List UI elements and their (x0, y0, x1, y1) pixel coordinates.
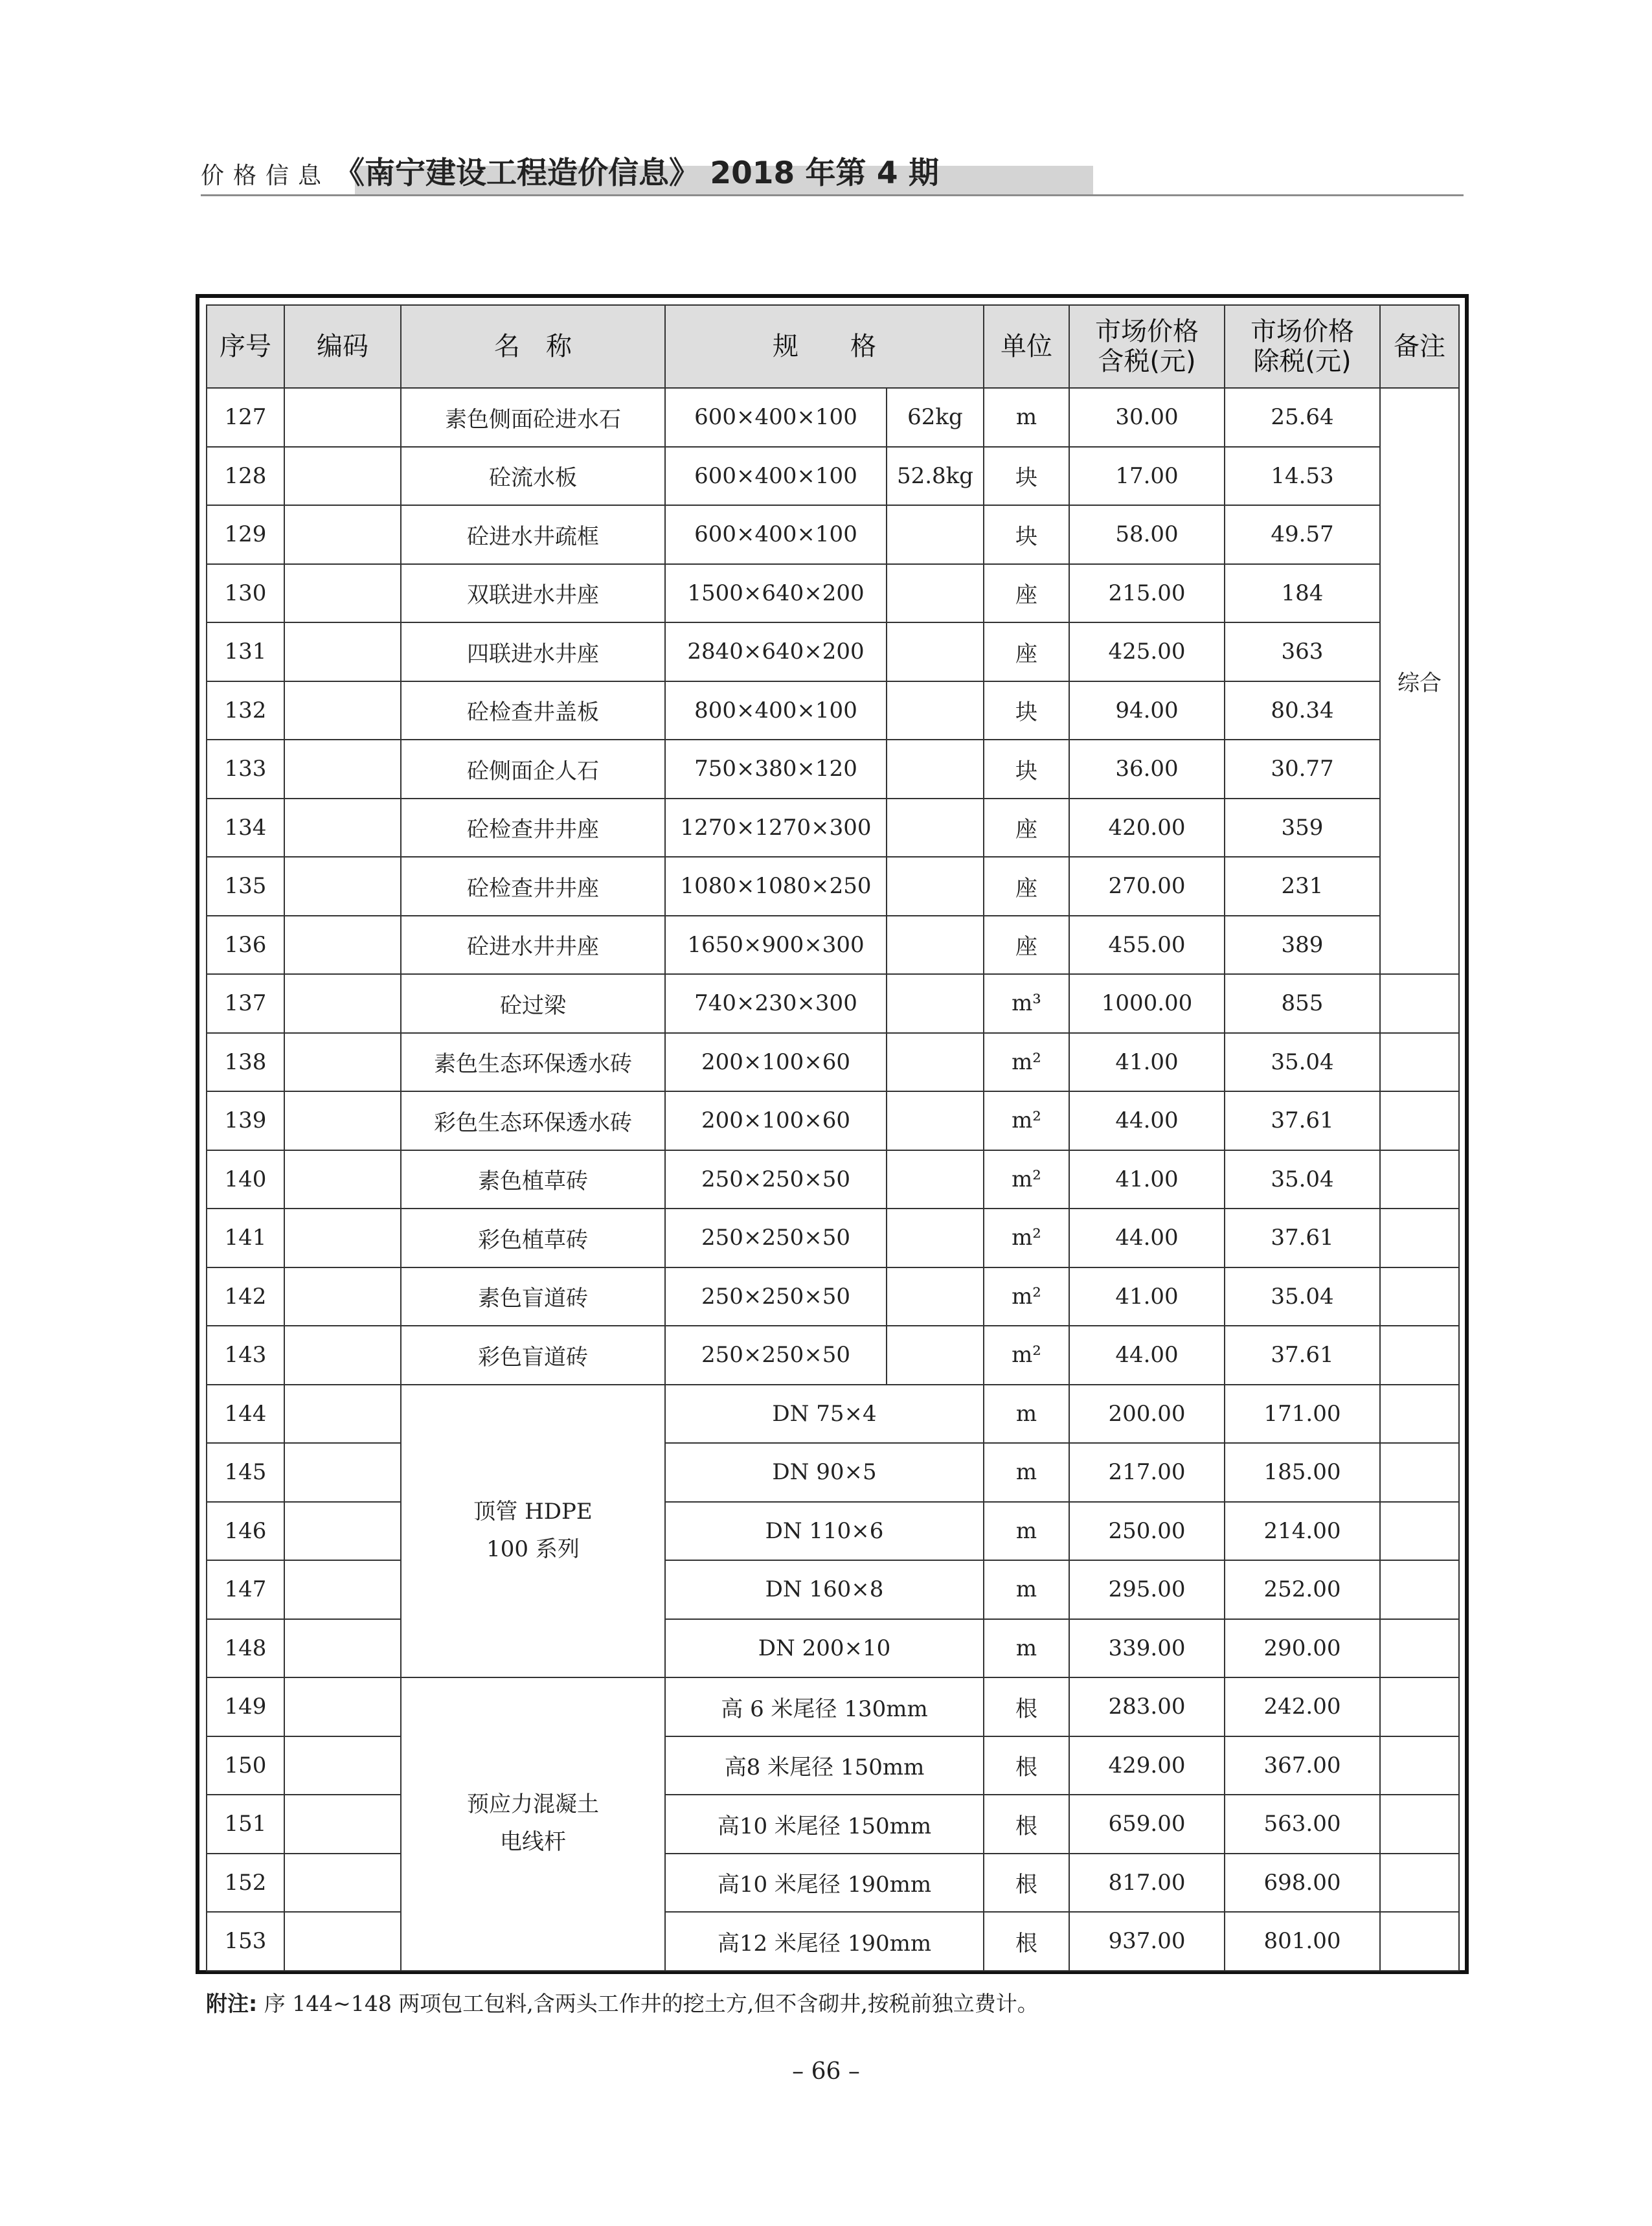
cell-unit: 根 (984, 1795, 1069, 1854)
cell-unit: 座 (984, 799, 1069, 857)
footnote-label: 附注: (206, 1991, 258, 2016)
cell-spec: 200×100×60 (665, 1033, 887, 1092)
cell-unit: m² (984, 1209, 1069, 1267)
table-row (207, 681, 1459, 740)
cell-price-tax: 200.00 (1069, 1385, 1225, 1444)
cell-price-tax: 44.00 (1069, 1209, 1225, 1267)
cell-code (284, 622, 401, 681)
cell-price-notax: 171.00 (1225, 1385, 1380, 1444)
cell-seq: 139 (207, 1091, 284, 1150)
cell-seq: 151 (207, 1795, 284, 1854)
cell-unit: m (984, 1502, 1069, 1561)
cell-spec: 740×230×300 (665, 974, 887, 1033)
col-header-unit: 单位 (984, 305, 1069, 388)
cell-remark (1380, 1795, 1459, 1854)
cell-code (284, 681, 401, 740)
cell-spec: 800×400×100 (665, 681, 887, 740)
cell-seq: 142 (207, 1267, 284, 1326)
col-header-price-notax (1225, 305, 1380, 388)
cell-remark (1380, 1619, 1459, 1678)
col-header-remark: 备注 (1380, 305, 1459, 388)
cell-name-merged-hdpe-line1: 顶管 HDPE (473, 1498, 593, 1525)
table-row (207, 505, 1459, 564)
cell-spec: 高 6 米尾径 130mm (665, 1677, 984, 1736)
cell-code (284, 1209, 401, 1267)
cell-seq: 143 (207, 1326, 284, 1385)
cell-name-merged-hdpe (401, 1385, 665, 1678)
cell-price-notax: 855 (1225, 974, 1380, 1033)
cell-spec-extra (887, 740, 984, 799)
cell-price-tax: 455.00 (1069, 916, 1225, 975)
cell-price-notax: 359 (1225, 799, 1380, 857)
cell-seq: 134 (207, 799, 284, 857)
cell-price-tax: 659.00 (1069, 1795, 1225, 1854)
header-text (201, 149, 939, 196)
cell-remark (1380, 1502, 1459, 1561)
cell-price-tax: 339.00 (1069, 1619, 1225, 1678)
cell-price-notax: 231 (1225, 857, 1380, 916)
cell-spec-extra (887, 1267, 984, 1326)
cell-spec: 600×400×100 (665, 447, 887, 506)
cell-seq: 136 (207, 916, 284, 975)
cell-spec: 1270×1270×300 (665, 799, 887, 857)
cell-name: 素色盲道砖 (401, 1267, 665, 1326)
cell-spec: 250×250×50 (665, 1209, 887, 1267)
cell-price-tax: 420.00 (1069, 799, 1225, 857)
table-row (207, 1502, 1459, 1561)
cell-spec-extra (887, 857, 984, 916)
table-row (207, 1267, 1459, 1326)
cell-spec-extra (887, 1209, 984, 1267)
cell-spec-extra: 52.8kg (887, 447, 984, 506)
table-row (207, 1736, 1459, 1795)
cell-price-notax: 698.00 (1225, 1854, 1380, 1913)
cell-unit: 座 (984, 622, 1069, 681)
cell-price-notax: 37.61 (1225, 1091, 1380, 1150)
cell-remark (1380, 1209, 1459, 1267)
table-header-row (207, 305, 1459, 388)
cell-price-notax: 80.34 (1225, 681, 1380, 740)
cell-spec-extra: 62kg (887, 388, 984, 447)
cell-spec-extra (887, 799, 984, 857)
cell-price-tax: 937.00 (1069, 1912, 1225, 1971)
cell-code (284, 1619, 401, 1678)
cell-code (284, 1150, 401, 1209)
col-header-seq: 序号 (207, 305, 284, 388)
col-header-code: 编码 (284, 305, 401, 388)
header-section-label: 价格信息 (201, 163, 331, 189)
cell-seq: 149 (207, 1677, 284, 1736)
table-row (207, 799, 1459, 857)
cell-spec: DN 200×10 (665, 1619, 984, 1678)
cell-price-tax: 425.00 (1069, 622, 1225, 681)
cell-code (284, 1091, 401, 1150)
table-row (207, 388, 1459, 447)
table-row (207, 1795, 1459, 1854)
cell-seq: 132 (207, 681, 284, 740)
cell-code (284, 1912, 401, 1971)
cell-name-merged-hdpe-line2: 100 系列 (486, 1536, 580, 1562)
cell-price-notax: 801.00 (1225, 1912, 1380, 1971)
cell-spec: 2840×640×200 (665, 622, 887, 681)
cell-unit: 块 (984, 505, 1069, 564)
cell-name: 双联进水井座 (401, 564, 665, 623)
cell-unit: m² (984, 1267, 1069, 1326)
cell-remark-merged: 综合 (1380, 388, 1459, 974)
cell-price-tax: 41.00 (1069, 1150, 1225, 1209)
cell-price-tax: 1000.00 (1069, 974, 1225, 1033)
cell-seq: 135 (207, 857, 284, 916)
cell-remark (1380, 1267, 1459, 1326)
cell-remark (1380, 1150, 1459, 1209)
table-row (207, 916, 1459, 975)
cell-name: 砼过梁 (401, 974, 665, 1033)
cell-name: 素色侧面砼进水石 (401, 388, 665, 447)
cell-remark (1380, 1443, 1459, 1502)
cell-unit: m (984, 1443, 1069, 1502)
cell-price-tax: 217.00 (1069, 1443, 1225, 1502)
cell-spec-extra (887, 564, 984, 623)
cell-seq: 137 (207, 974, 284, 1033)
cell-seq: 129 (207, 505, 284, 564)
cell-price-notax: 35.04 (1225, 1150, 1380, 1209)
cell-remark (1380, 1385, 1459, 1444)
cell-code (284, 1795, 401, 1854)
cell-spec: 高8 米尾径 150mm (665, 1736, 984, 1795)
cell-name: 彩色植草砖 (401, 1209, 665, 1267)
table-row (207, 447, 1459, 506)
cell-code (284, 564, 401, 623)
cell-name-merged-pole-line2: 电线杆 (500, 1829, 566, 1856)
cell-code (284, 799, 401, 857)
cell-spec-extra (887, 1033, 984, 1092)
cell-name: 素色生态环保透水砖 (401, 1033, 665, 1092)
cell-spec: 高10 米尾径 190mm (665, 1854, 984, 1913)
cell-name: 砼检查井井座 (401, 799, 665, 857)
cell-spec: DN 90×5 (665, 1443, 984, 1502)
table-body (207, 388, 1459, 1971)
cell-name: 砼进水井井座 (401, 916, 665, 975)
cell-price-tax: 41.00 (1069, 1267, 1225, 1326)
cell-code (284, 388, 401, 447)
table-row (207, 974, 1459, 1033)
cell-price-notax: 214.00 (1225, 1502, 1380, 1561)
cell-price-tax: 250.00 (1069, 1502, 1225, 1561)
cell-unit: 块 (984, 447, 1069, 506)
cell-remark (1380, 1326, 1459, 1385)
table-row (207, 1033, 1459, 1092)
cell-seq: 153 (207, 1912, 284, 1971)
cell-price-notax: 30.77 (1225, 740, 1380, 799)
cell-code (284, 1502, 401, 1561)
cell-code (284, 1677, 401, 1736)
cell-spec-extra (887, 916, 984, 975)
cell-code (284, 916, 401, 975)
cell-spec: 600×400×100 (665, 505, 887, 564)
cell-spec-extra (887, 974, 984, 1033)
cell-spec-extra (887, 1326, 984, 1385)
table-row (207, 1912, 1459, 1971)
cell-price-notax: 563.00 (1225, 1795, 1380, 1854)
cell-price-notax: 35.04 (1225, 1267, 1380, 1326)
cell-spec: 250×250×50 (665, 1267, 887, 1326)
col-header-price-tax-line2: 含税(元) (1098, 346, 1196, 376)
cell-spec-extra (887, 622, 984, 681)
cell-remark (1380, 974, 1459, 1033)
table-row (207, 1677, 1459, 1736)
cell-seq: 148 (207, 1619, 284, 1678)
cell-unit: 根 (984, 1854, 1069, 1913)
cell-price-tax: 17.00 (1069, 447, 1225, 506)
col-header-name: 名 称 (401, 305, 665, 388)
cell-spec-extra (887, 681, 984, 740)
cell-name: 砼流水板 (401, 447, 665, 506)
table-row (207, 740, 1459, 799)
cell-seq: 131 (207, 622, 284, 681)
cell-spec-extra (887, 1150, 984, 1209)
cell-price-tax: 30.00 (1069, 388, 1225, 447)
cell-unit: m (984, 1385, 1069, 1444)
cell-code (284, 1560, 401, 1619)
price-table (206, 304, 1460, 1971)
cell-name: 砼侧面企人石 (401, 740, 665, 799)
cell-unit: 根 (984, 1677, 1069, 1736)
cell-unit: 座 (984, 564, 1069, 623)
footnote-text: 序 144~148 两项包工包料,含两头工作井的挖土方,但不含砌井,按税前独立费计。 (264, 1991, 1039, 2016)
cell-seq: 141 (207, 1209, 284, 1267)
col-header-spec: 规 格 (665, 305, 984, 388)
cell-unit: 块 (984, 740, 1069, 799)
cell-seq: 152 (207, 1854, 284, 1913)
cell-price-tax: 295.00 (1069, 1560, 1225, 1619)
cell-seq: 128 (207, 447, 284, 506)
table-row (207, 1326, 1459, 1385)
cell-seq: 145 (207, 1443, 284, 1502)
cell-spec: DN 110×6 (665, 1502, 984, 1561)
cell-spec: 1080×1080×250 (665, 857, 887, 916)
cell-name-merged-pole (401, 1677, 665, 1971)
footnote (206, 1987, 1039, 2017)
cell-remark (1380, 1091, 1459, 1150)
cell-spec: 高10 米尾径 150mm (665, 1795, 984, 1854)
cell-price-tax: 44.00 (1069, 1326, 1225, 1385)
cell-price-notax: 252.00 (1225, 1560, 1380, 1619)
cell-unit: m² (984, 1150, 1069, 1209)
cell-price-tax: 429.00 (1069, 1736, 1225, 1795)
cell-price-tax: 270.00 (1069, 857, 1225, 916)
cell-unit: m (984, 1560, 1069, 1619)
cell-code (284, 974, 401, 1033)
cell-spec: 1650×900×300 (665, 916, 887, 975)
cell-code (284, 505, 401, 564)
table-row (207, 1854, 1459, 1913)
cell-price-notax: 363 (1225, 622, 1380, 681)
cell-unit: 座 (984, 916, 1069, 975)
cell-seq: 140 (207, 1150, 284, 1209)
cell-unit: m (984, 388, 1069, 447)
cell-price-tax: 817.00 (1069, 1854, 1225, 1913)
table-row (207, 857, 1459, 916)
cell-spec: 250×250×50 (665, 1326, 887, 1385)
cell-code (284, 1267, 401, 1326)
cell-seq: 130 (207, 564, 284, 623)
cell-name: 彩色盲道砖 (401, 1326, 665, 1385)
cell-price-notax: 37.61 (1225, 1326, 1380, 1385)
cell-code (284, 1033, 401, 1092)
cell-remark (1380, 1677, 1459, 1736)
table-row (207, 622, 1459, 681)
cell-price-notax: 49.57 (1225, 505, 1380, 564)
cell-spec: 高12 米尾径 190mm (665, 1912, 984, 1971)
table-row (207, 1091, 1459, 1150)
cell-price-tax: 41.00 (1069, 1033, 1225, 1092)
cell-spec: 250×250×50 (665, 1150, 887, 1209)
cell-unit: 块 (984, 681, 1069, 740)
cell-remark (1380, 1033, 1459, 1092)
page-header (201, 148, 1464, 194)
cell-name: 彩色生态环保透水砖 (401, 1091, 665, 1150)
cell-code (284, 857, 401, 916)
cell-remark (1380, 1560, 1459, 1619)
cell-unit: m³ (984, 974, 1069, 1033)
header-rule (201, 194, 1464, 196)
table-row (207, 1150, 1459, 1209)
cell-spec: 1500×640×200 (665, 564, 887, 623)
cell-unit: 根 (984, 1912, 1069, 1971)
cell-unit: m² (984, 1091, 1069, 1150)
cell-price-tax: 283.00 (1069, 1677, 1225, 1736)
cell-price-notax: 37.61 (1225, 1209, 1380, 1267)
cell-spec: DN 75×4 (665, 1385, 984, 1444)
cell-unit: m² (984, 1326, 1069, 1385)
cell-price-tax: 58.00 (1069, 505, 1225, 564)
cell-code (284, 1736, 401, 1795)
cell-remark (1380, 1854, 1459, 1913)
cell-price-notax: 389 (1225, 916, 1380, 975)
cell-name: 砼检查井井座 (401, 857, 665, 916)
cell-spec-extra (887, 505, 984, 564)
cell-price-tax: 215.00 (1069, 564, 1225, 623)
table-row (207, 1209, 1459, 1267)
cell-remark (1380, 1736, 1459, 1795)
cell-seq: 138 (207, 1033, 284, 1092)
cell-code (284, 740, 401, 799)
cell-seq: 144 (207, 1385, 284, 1444)
cell-code (284, 1443, 401, 1502)
cell-price-tax: 44.00 (1069, 1091, 1225, 1150)
cell-name: 砼进水井疏框 (401, 505, 665, 564)
cell-price-notax: 290.00 (1225, 1619, 1380, 1678)
cell-price-notax: 14.53 (1225, 447, 1380, 506)
page-number: – 66 – (792, 2058, 860, 2085)
cell-spec-extra (887, 1091, 984, 1150)
cell-seq: 146 (207, 1502, 284, 1561)
col-header-price-tax (1069, 305, 1225, 388)
cell-unit: m² (984, 1033, 1069, 1092)
cell-price-tax: 94.00 (1069, 681, 1225, 740)
cell-price-notax: 242.00 (1225, 1677, 1380, 1736)
cell-seq: 133 (207, 740, 284, 799)
col-header-price-notax-line2: 除税(元) (1253, 346, 1352, 376)
cell-unit: 座 (984, 857, 1069, 916)
col-header-price-tax-line1: 市场价格 (1095, 317, 1199, 346)
cell-unit: 根 (984, 1736, 1069, 1795)
cell-spec: 750×380×120 (665, 740, 887, 799)
cell-name: 四联进水井座 (401, 622, 665, 681)
cell-price-notax: 367.00 (1225, 1736, 1380, 1795)
cell-price-notax: 35.04 (1225, 1033, 1380, 1092)
cell-price-tax: 36.00 (1069, 740, 1225, 799)
cell-price-notax: 185.00 (1225, 1443, 1380, 1502)
cell-code (284, 1326, 401, 1385)
cell-spec: 600×400×100 (665, 388, 887, 447)
cell-seq: 127 (207, 388, 284, 447)
header-title: 《南宁建设工程造价信息》 2018 年第 4 期 (334, 155, 939, 191)
cell-unit: m (984, 1619, 1069, 1678)
cell-spec: DN 160×8 (665, 1560, 984, 1619)
table-row (207, 1443, 1459, 1502)
cell-price-notax: 25.64 (1225, 388, 1380, 447)
table-row (207, 1619, 1459, 1678)
table-row (207, 1560, 1459, 1619)
cell-code (284, 1385, 401, 1444)
col-header-price-notax-line1: 市场价格 (1250, 317, 1354, 346)
cell-seq: 147 (207, 1560, 284, 1619)
cell-spec: 200×100×60 (665, 1091, 887, 1150)
cell-code (284, 1854, 401, 1913)
cell-price-notax: 184 (1225, 564, 1380, 623)
cell-code (284, 447, 401, 506)
cell-name-merged-pole-line1: 预应力混凝土 (467, 1791, 599, 1818)
table-row (207, 564, 1459, 623)
cell-name: 素色植草砖 (401, 1150, 665, 1209)
cell-remark (1380, 1912, 1459, 1971)
table-row (207, 1385, 1459, 1444)
cell-seq: 150 (207, 1736, 284, 1795)
cell-name: 砼检查井盖板 (401, 681, 665, 740)
